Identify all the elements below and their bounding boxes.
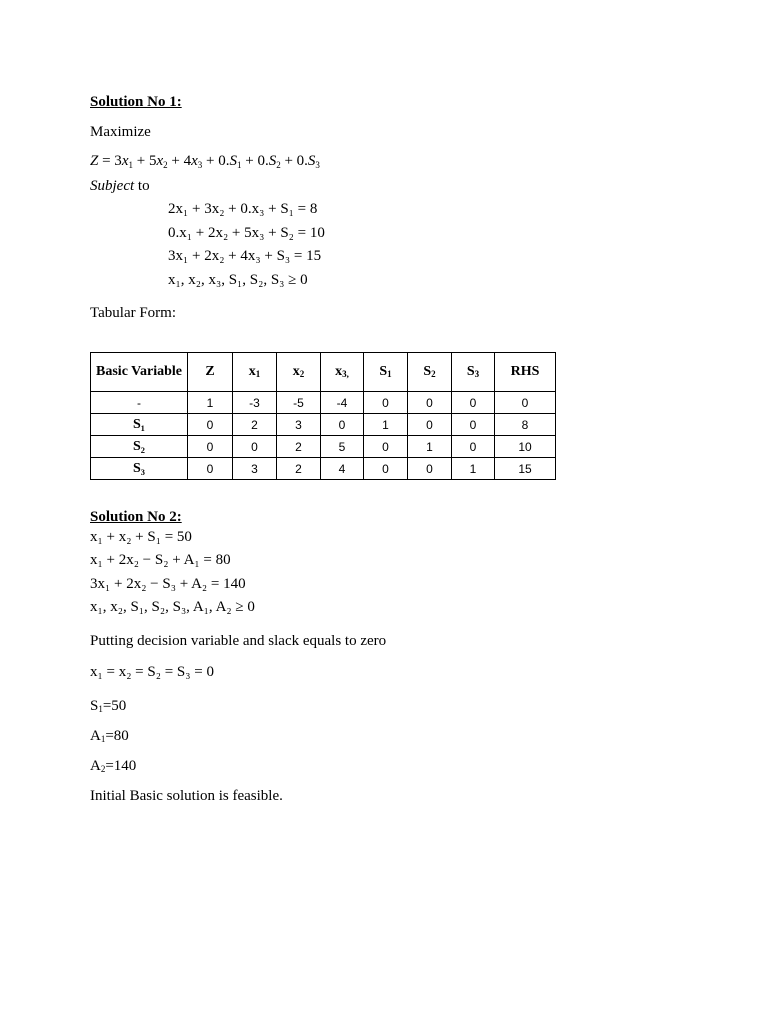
header-s1: $S_1$ [364, 353, 408, 392]
obj-var: S [229, 153, 237, 169]
zero-equation: x₁ = x₂ = S₂ = S₃ = 0 [90, 664, 214, 680]
header-x1: $x_1$ [233, 353, 277, 392]
equation-1: x₁ + x₂ + S₁ = 50 [90, 529, 192, 545]
obj-sub: 2 [163, 160, 168, 170]
table-cell: 0 [452, 392, 495, 414]
table-cell: 15 [495, 458, 556, 480]
header-rhs: RHS [495, 353, 556, 392]
value-a1 [90, 728, 129, 745]
table-cell: 0 [452, 436, 495, 458]
putting-text: Putting decision variable and slack equals to zero [90, 633, 387, 649]
table-cell: 8 [495, 414, 556, 436]
value-s1 [90, 698, 126, 715]
header-x2: $x_2$ [277, 353, 321, 392]
obj-part: + 5 [132, 153, 157, 169]
row-basic-variable: S₁ [91, 414, 188, 436]
table-cell: 1 [408, 436, 452, 458]
solution-2-heading: Solution No 2: [90, 509, 182, 525]
row-basic-variable: S₃ [91, 458, 188, 480]
table-cell: 2 [277, 436, 321, 458]
header-x3: $x_{3,}$ [321, 353, 364, 392]
constraint-1: 2x₁ + 3x₂ + 0.x₃ + S₁ = 8 [168, 201, 318, 217]
table-cell: 3 [277, 414, 321, 436]
value-name: A [90, 758, 101, 774]
obj-part: + 0. [280, 153, 308, 169]
obj-sub: 2 [276, 160, 281, 170]
table-cell: - [91, 392, 188, 414]
table-cell: 0 [188, 414, 233, 436]
value-name: A [90, 728, 101, 744]
table-cell: 0 [321, 414, 364, 436]
objective-function [90, 153, 320, 170]
value-sub: 1 [100, 734, 106, 744]
value-sub: 1 [98, 704, 103, 714]
table-cell: 0 [408, 414, 452, 436]
table-cell: 1 [452, 458, 495, 480]
obj-var: x [121, 153, 129, 169]
header-z: Z [188, 353, 233, 392]
table-cell: 0 [188, 458, 233, 480]
header-s3: $S_3$ [452, 353, 495, 392]
header-basic-variable: Basic Variable [91, 353, 188, 392]
to-word: to [134, 178, 150, 194]
equation-3: 3x₁ + 2x₂ − S₃ + A₂ = 140 [90, 576, 246, 592]
subject-word: Subject [90, 178, 135, 194]
table-cell: -5 [277, 392, 321, 414]
table-cell: 0 [188, 436, 233, 458]
obj-var: x [191, 153, 198, 169]
row-basic-variable: S₂ [91, 436, 188, 458]
simplex-tableau [90, 352, 556, 480]
table-cell: 4 [321, 458, 364, 480]
value-number: =50 [102, 698, 127, 714]
objective-lhs: Z [90, 153, 99, 169]
equation-2: x₁ + 2x₂ − S₂ + A₁ = 80 [90, 552, 231, 568]
table-cell: 1 [188, 392, 233, 414]
table-header-row [91, 353, 556, 392]
table-cell: 0 [233, 436, 277, 458]
solution-1-heading: Solution No 1: [90, 94, 182, 110]
table-cell: 5 [321, 436, 364, 458]
value-number: =80 [105, 728, 129, 744]
table-cell: 0 [495, 392, 556, 414]
table-cell: 0 [408, 392, 452, 414]
table-cell: 1 [364, 414, 408, 436]
table-row [91, 458, 556, 480]
obj-part: = 3 [98, 153, 122, 169]
non-negativity-constraint-2: x₁, x₂, S₁, S₂, S₃, A₁, A₂ ≥ 0 [90, 599, 255, 615]
obj-sub: 3 [315, 160, 320, 170]
table-cell: 0 [364, 392, 408, 414]
tabular-form-label: Tabular Form: [90, 305, 177, 321]
value-a2 [90, 758, 136, 775]
value-name: S [90, 698, 99, 714]
obj-part: + 0. [241, 153, 269, 169]
table-cell: 3 [233, 458, 277, 480]
constraint-2: 0.x₁ + 2x₂ + 5x₃ + S₂ = 10 [168, 225, 325, 241]
table-cell: -3 [233, 392, 277, 414]
obj-sub: 1 [128, 160, 133, 170]
table-row [91, 436, 556, 458]
table-cell: -4 [321, 392, 364, 414]
obj-var: x [156, 153, 164, 169]
table-cell: 10 [495, 436, 556, 458]
value-sub: 2 [100, 764, 106, 774]
table-cell: 0 [364, 458, 408, 480]
table-cell: 0 [452, 414, 495, 436]
table-cell: 2 [233, 414, 277, 436]
obj-part: + 4 [167, 153, 192, 169]
table-cell: 0 [364, 436, 408, 458]
conclusion-text: Initial Basic solution is feasible. [90, 788, 283, 804]
table-row [91, 414, 556, 436]
obj-sub: 3 [197, 160, 203, 170]
header-s2: $S_2$ [408, 353, 452, 392]
obj-sub: 1 [236, 160, 242, 170]
constraint-3: 3x₁ + 2x₂ + 4x₃ + S₃ = 15 [168, 248, 322, 264]
table-cell: 2 [277, 458, 321, 480]
table-row [91, 392, 556, 414]
value-number: =140 [105, 758, 137, 774]
obj-var: S [307, 153, 316, 169]
table-cell: 0 [408, 458, 452, 480]
maximize-label: Maximize [90, 124, 151, 140]
non-negativity-constraint: x₁, x₂, x₃, S₁, S₂, S₃ ≥ 0 [168, 272, 308, 288]
obj-part: + 0. [202, 153, 230, 169]
subject-to-line [90, 178, 150, 195]
obj-var: S [268, 153, 277, 169]
